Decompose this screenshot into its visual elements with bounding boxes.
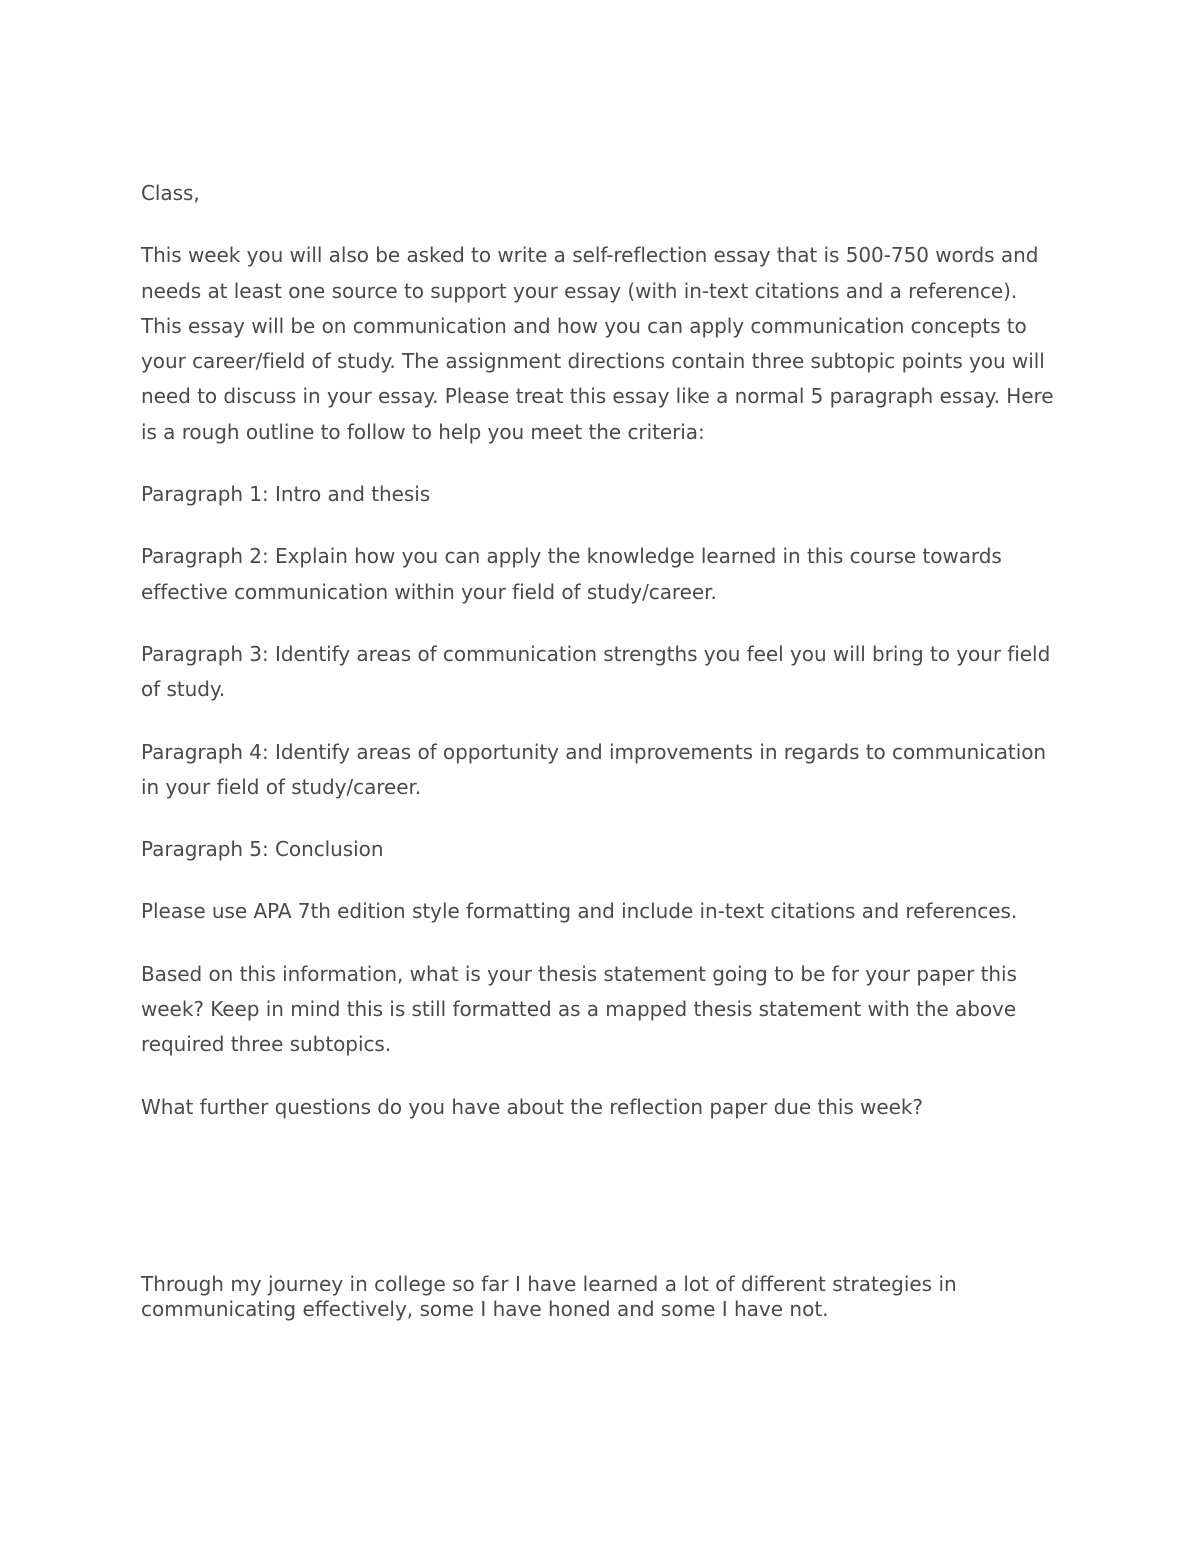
outline-paragraph-5: Paragraph 5: Conclusion: [141, 837, 384, 862]
intro-paragraph: This week you will also be asked to write a self-reflection essay that is 500-750 words and needs at least one source to support your essay (with in-text citations and a reference). This essay will be on communication and how you can apply communication concepts to your career/field of study. The assignment directions contain three subtopic points you will need to discuss in your essay. Please treat this essay like a normal 5 paragraph essay. Here is a rough outline to follow to help you meet the criteria:: [141, 243, 1054, 444]
greeting: Class,: [141, 181, 200, 205]
further-question: What further questions do you have about the reflection paper due this week?: [141, 1094, 923, 1119]
spacer: [141, 1152, 1061, 1272]
outline-paragraph-1: Paragraph 1: Intro and thesis: [141, 482, 431, 507]
apa-note: Please use APA 7th edition style formatting and include in-text citations and references.: [141, 899, 1018, 924]
thesis-question: Based on this information, what is your thesis statement going to be for your paper this week? Keep in mind this is still formatted as a mapped thesis statement with the above required three subtopics.: [141, 961, 1017, 1057]
outline-paragraph-3: Paragraph 3: Identify areas of communication strengths you feel you will bring to your field of study.: [141, 641, 1051, 702]
outline-paragraph-2: Paragraph 2: Explain how you can apply the knowledge learned in this course towards effective communication within your field of study/career.: [141, 544, 1002, 604]
outline-paragraph-4: Paragraph 4: Identify areas of opportunity and improvements in regards to communication in your field of study/career.: [141, 739, 1047, 799]
document-page: [141, 176, 1061, 1323]
response-paragraph: Through my journey in college so far I have learned a lot of different strategies in communicating effectively, some I have honed and some I have not.: [141, 1271, 957, 1322]
